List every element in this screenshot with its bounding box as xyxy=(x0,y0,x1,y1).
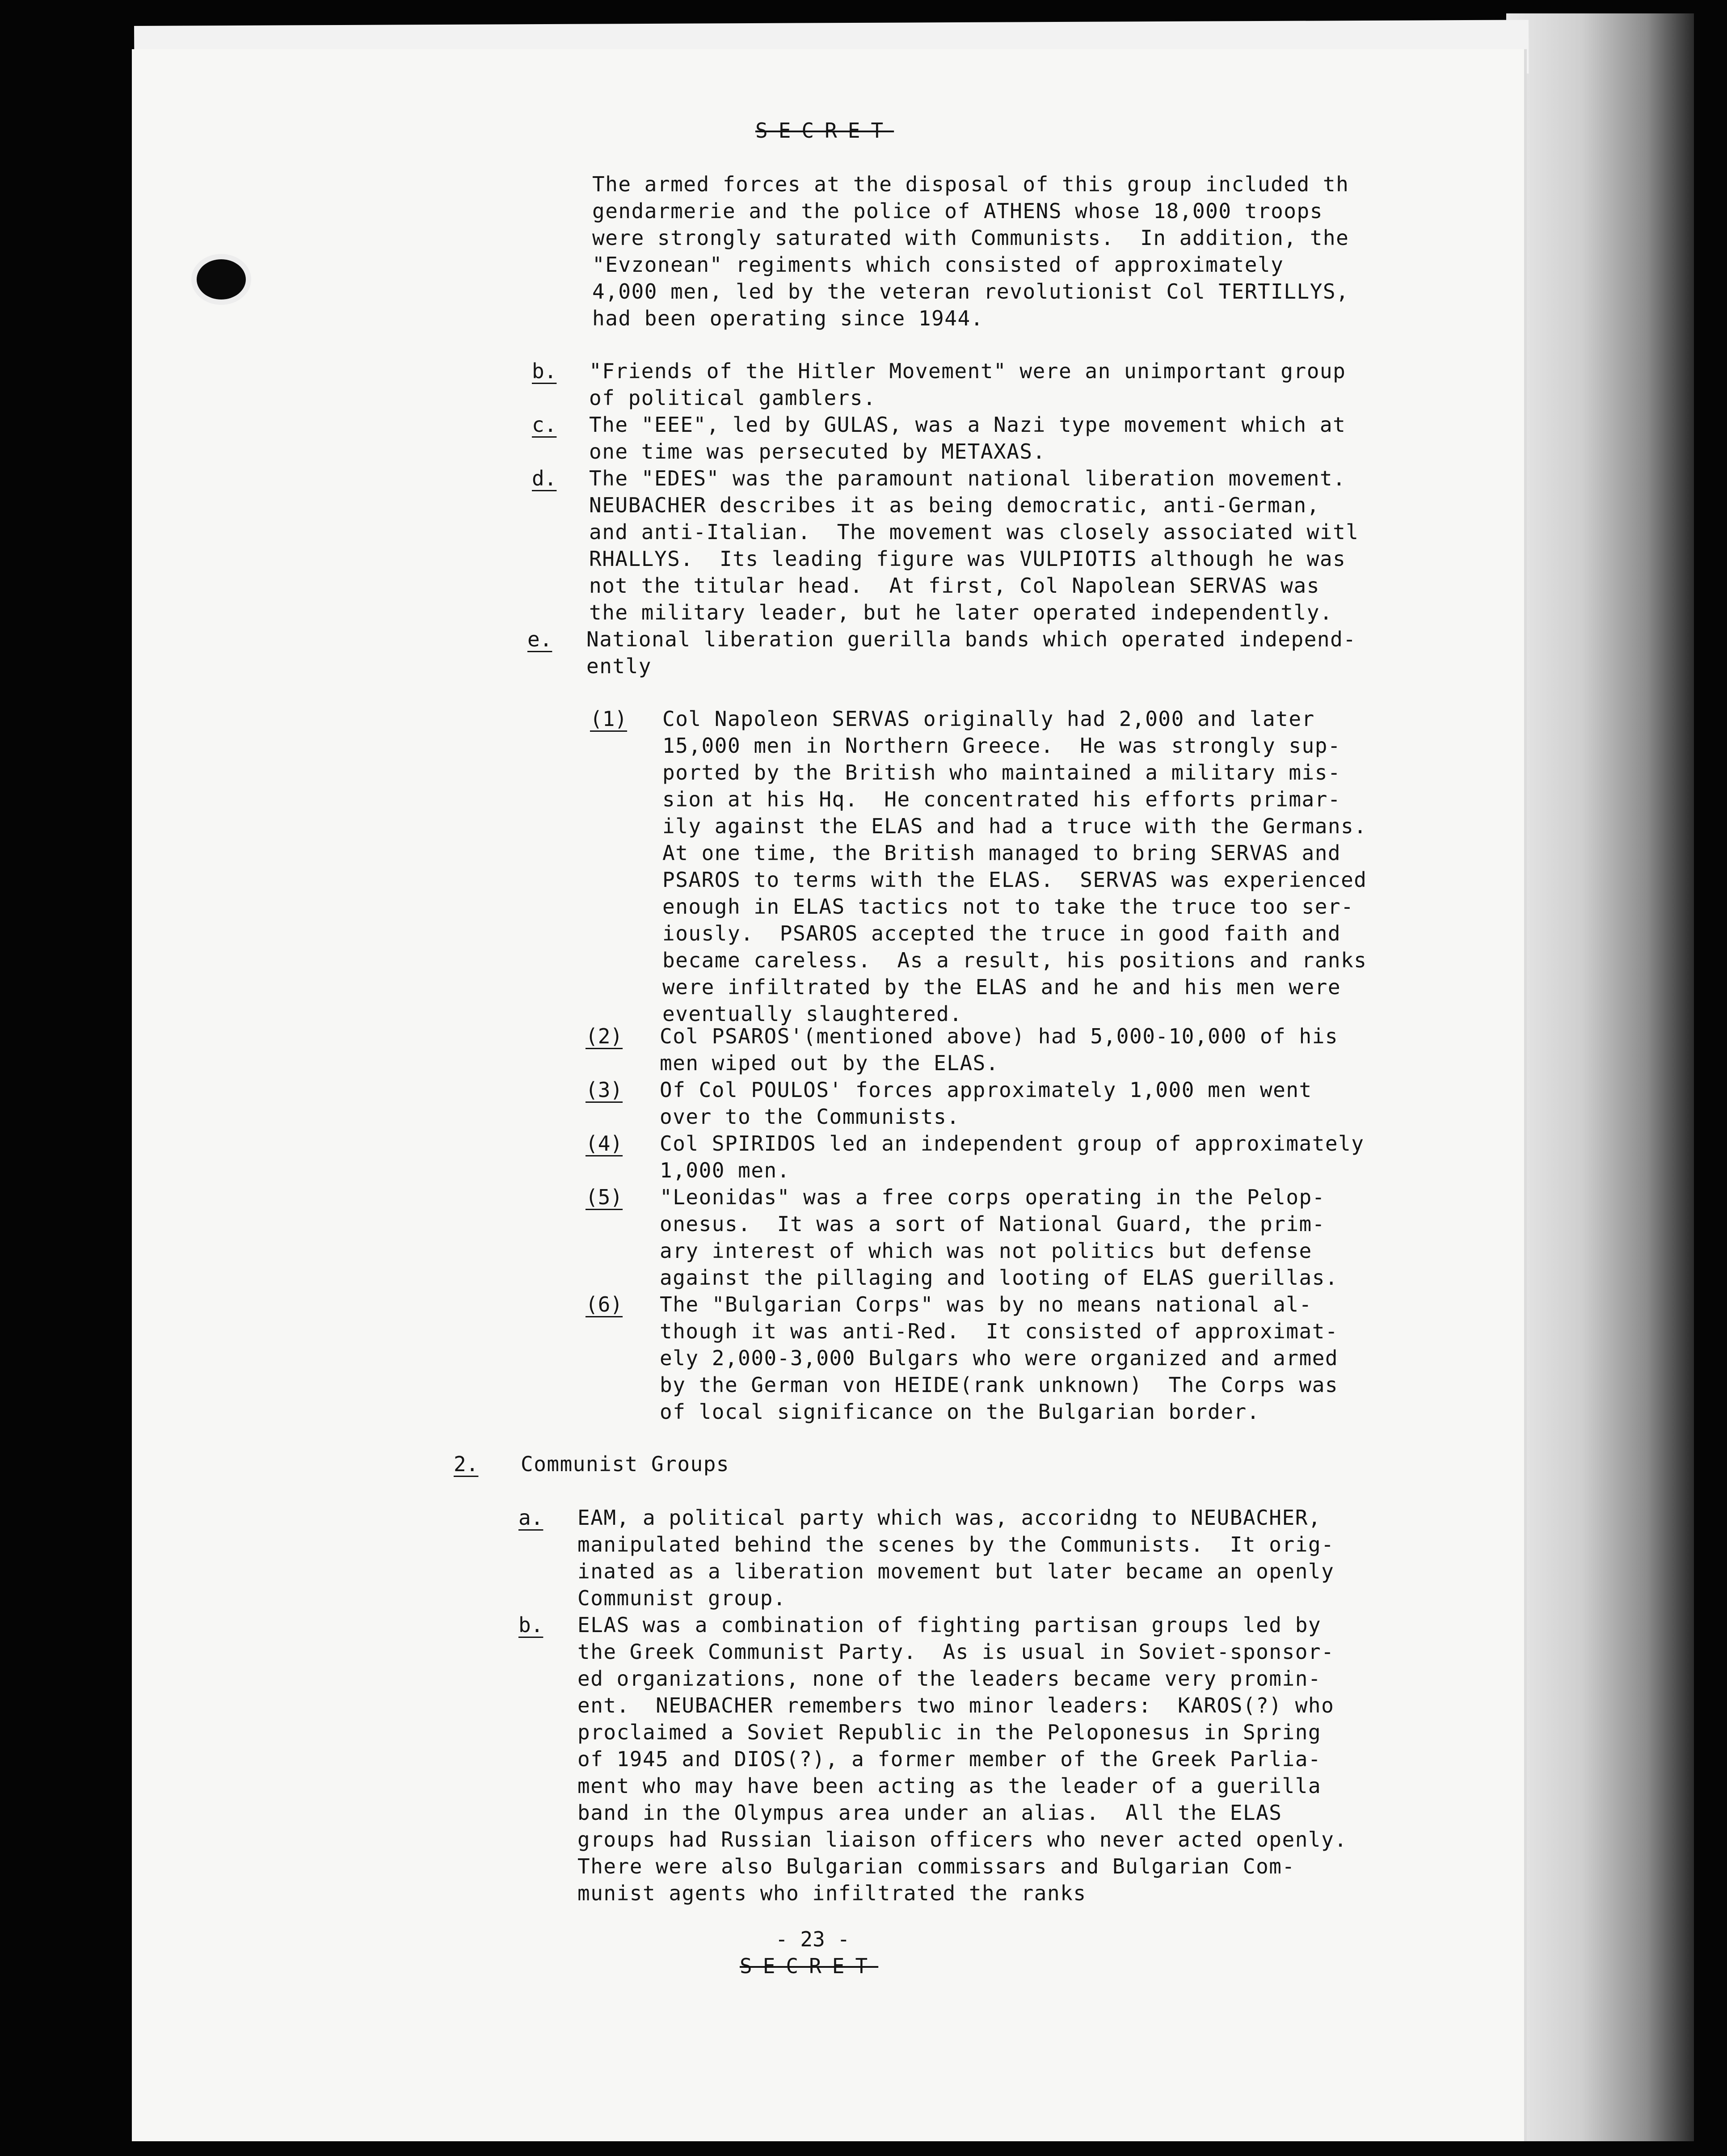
subitem-1-line: Col Napoleon SERVAS originally had 2,000 and later xyxy=(662,707,1315,731)
item-d-line: NEUBACHER describes it as being democratic, anti-German, xyxy=(589,493,1320,517)
subitem-6-line: by the German von HEIDE(rank unknown) The Corps was xyxy=(660,1373,1339,1397)
page-number: - 23 - xyxy=(775,1927,850,1951)
subitem-label-3: (3) xyxy=(585,1078,623,1102)
section-2-item-b-line: ment who may have been acting as the leader of a guerilla xyxy=(577,1774,1322,1798)
subitem-label-6: (6) xyxy=(585,1292,623,1316)
section-2-item-b-line: There were also Bulgarian commissars and Bulgarian Com- xyxy=(577,1854,1295,1878)
subitem-label-2: (2) xyxy=(585,1024,623,1048)
subitem-5-line: onesus. It was a sort of National Guard, the prim- xyxy=(660,1212,1325,1236)
subitem-label-1: (1) xyxy=(590,707,628,731)
section-2-item-a-line: Communist group. xyxy=(577,1586,787,1610)
section-2-item-label-a: a. xyxy=(518,1506,543,1530)
item-d-line: The "EDES" was the paramount national liberation movement. xyxy=(589,466,1346,490)
subitem-1-line: eventually slaughtered. xyxy=(662,1002,963,1026)
subitem-1-line: iously. PSAROS accepted the truce in good faith and xyxy=(662,921,1341,945)
section-2-item-b-line: ent. NEUBACHER remembers two minor leaders: KAROS(?) who xyxy=(577,1693,1335,1717)
underlying-sheet-edge xyxy=(1506,13,1694,2141)
subitem-6-line: ely 2,000-3,000 Bulgars who were organized and armed xyxy=(660,1346,1339,1370)
subitem-6-line: of local significance on the Bulgarian border. xyxy=(660,1400,1260,1424)
item-c-line: one time was persecuted by METAXAS. xyxy=(589,439,1046,464)
subitem-1-line: became careless. As a result, his positions and ranks xyxy=(662,948,1367,972)
item-d-line: and anti-Italian. The movement was closely associated witl xyxy=(589,520,1359,544)
section-2-item-b-line: proclaimed a Soviet Republic in the Peloponesus in Spring xyxy=(577,1720,1322,1744)
subitem-5-line: against the pillaging and looting of ELAS guerillas. xyxy=(660,1266,1339,1290)
section-2-title: Communist Groups xyxy=(521,1452,730,1476)
subitem-4-line: 1,000 men. xyxy=(660,1158,790,1182)
intro-line: had been operating since 1944. xyxy=(592,306,984,330)
subitem-4-line: Col SPIRIDOS led an independent group of approximately xyxy=(660,1131,1365,1156)
punch-hole xyxy=(197,259,246,300)
section-2-item-a-line: manipulated behind the scenes by the Communists. It orig- xyxy=(577,1532,1335,1557)
item-label-b: b. xyxy=(532,359,557,383)
subitem-1-line: PSAROS to terms with the ELAS. SERVAS was experienced xyxy=(662,868,1367,892)
subitem-2-line: men wiped out by the ELAS. xyxy=(660,1051,999,1075)
subitem-3-line: Of Col POULOS' forces approximately 1,000 men went xyxy=(660,1078,1312,1102)
intro-line: were strongly saturated with Communists. In addition, the xyxy=(592,226,1349,250)
section-2-item-label-b: b. xyxy=(518,1613,543,1637)
subitem-1-line: 15,000 men in Northern Greece. He was strongly sup- xyxy=(662,734,1341,758)
header-classification: SECRET xyxy=(755,118,894,143)
item-d-line: the military leader, but he later operated independently. xyxy=(589,600,1333,624)
section-2-item-a-line: EAM, a political party which was, accoridng to NEUBACHER, xyxy=(577,1506,1322,1530)
item-b-line: of political gamblers. xyxy=(589,386,876,410)
subitem-1-line: enough in ELAS tactics not to take the truce too ser- xyxy=(662,894,1354,919)
intro-line: 4,000 men, led by the veteran revolutionist Col TERTILLYS, xyxy=(592,279,1349,304)
subitem-5-line: "Leonidas" was a free corps operating in the Pelop- xyxy=(660,1185,1325,1209)
subitem-6-line: The "Bulgarian Corps" was by no means national al- xyxy=(660,1292,1312,1316)
item-label-c: c. xyxy=(532,413,557,437)
subitem-1-line: ily against the ELAS and had a truce with the Germans. xyxy=(662,814,1367,838)
subitem-label-5: (5) xyxy=(585,1185,623,1209)
item-label-d: d. xyxy=(532,466,557,490)
section-2-item-b-line: the Greek Communist Party. As is usual in Soviet-sponsor- xyxy=(577,1640,1335,1664)
section-2-item-b-line: munist agents who infiltrated the ranks xyxy=(577,1881,1087,1905)
section-2-item-b-line: groups had Russian liaison officers who never acted openly. xyxy=(577,1827,1348,1852)
section-2-item-a-line: inated as a liberation movement but later became an openly xyxy=(577,1559,1335,1583)
subitem-label-4: (4) xyxy=(585,1131,623,1156)
item-e-line: National liberation guerilla bands which operated independ- xyxy=(586,627,1356,651)
item-label-e: e. xyxy=(527,627,552,651)
subitem-2-line: Col PSAROS'(mentioned above) had 5,000-10,000 of his xyxy=(660,1024,1339,1048)
subitem-1-line: sion at his Hq. He concentrated his efforts primar- xyxy=(662,787,1341,811)
subitem-1-line: At one time, the British managed to bring SERVAS and xyxy=(662,841,1341,865)
intro-line: "Evzonean" regiments which consisted of approximately xyxy=(592,253,1284,277)
subitem-3-line: over to the Communists. xyxy=(660,1105,960,1129)
section-2-item-b-line: of 1945 and DIOS(?), a former member of the Greek Parlia- xyxy=(577,1747,1322,1771)
subitem-1-line: were infiltrated by the ELAS and he and his men were xyxy=(662,975,1341,999)
subitem-1-line: ported by the British who maintained a military mis- xyxy=(662,760,1341,785)
subitem-5-line: ary interest of which was not politics but defense xyxy=(660,1239,1312,1263)
intro-line: The armed forces at the disposal of this group included th xyxy=(592,172,1349,196)
footer-classification: SECRET xyxy=(740,1954,879,1978)
section-2-item-b-line: band in the Olympus area under an alias. All the ELAS xyxy=(577,1801,1282,1825)
item-c-line: The "EEE", led by GULAS, was a Nazi type movement which at xyxy=(589,413,1346,437)
section-2-number: 2. xyxy=(454,1452,479,1476)
item-e-line: ently xyxy=(586,654,652,678)
section-2-item-b-line: ed organizations, none of the leaders became very promin- xyxy=(577,1667,1322,1691)
item-d-line: not the titular head. At first, Col Napolean SERVAS was xyxy=(589,574,1320,598)
intro-line: gendarmerie and the police of ATHENS whose 18,000 troops xyxy=(592,199,1323,223)
subitem-6-line: though it was anti-Red. It consisted of approximat- xyxy=(660,1319,1339,1343)
item-b-line: "Friends of the Hitler Movement" were an unimportant group xyxy=(589,359,1346,383)
item-d-line: RHALLYS. Its leading figure was VULPIOTIS although he was xyxy=(589,547,1346,571)
section-2-item-b-line: ELAS was a combination of fighting partisan groups led by xyxy=(577,1613,1322,1637)
